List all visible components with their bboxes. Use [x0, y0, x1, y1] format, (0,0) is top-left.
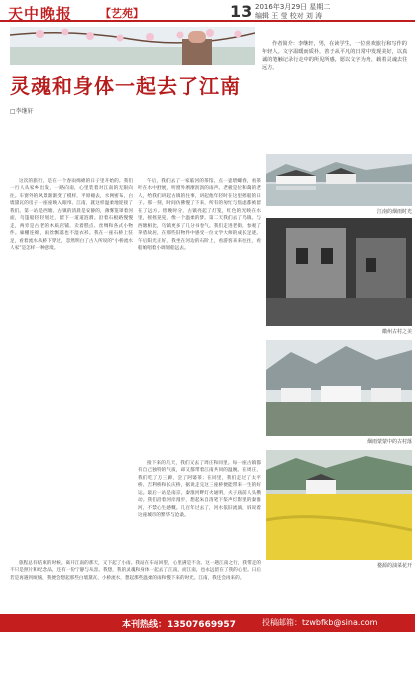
- page-number: 13: [230, 2, 253, 21]
- blossom-image: [10, 27, 255, 65]
- water-town-image: [266, 154, 412, 206]
- footer-email: 投稿邮箱：tzwbfkb@sina.com: [262, 618, 378, 627]
- photo-blossom: [10, 27, 255, 65]
- photo-caption-3: 徽州古村之美: [381, 329, 412, 335]
- paragraph: 接下来的几天，我们又去了周庄和同里。每一座古镇都有自己独特的气质，却又都带着江南共同的温婉。在周庄，我们吃了万三蹄，尝了阿婆茶；在同里，我们走过了太平桥、吉利桥和长庆桥，据说走完这三座桥便能带来一生的好运。最后一站是南京。秦淮河畔灯火通明，夫子庙前人头攒动。我们沿着河岸漫步，想起朱自清笔下桨声灯影里的秦淮河，不禁心生感慨。几百年过去了，河水依旧流淌，诉说着这座城市的繁华与沧桑。: [138, 461, 261, 519]
- photo-caption-5: 婺源的油菜花开: [376, 563, 412, 569]
- column-name: 【艺苑】: [100, 7, 144, 20]
- photo-caption-4: 烟雨蒙蒙中的古村落: [366, 439, 412, 445]
- byline: □李继轩: [10, 108, 34, 115]
- body-column-1: [10, 178, 133, 608]
- paragraph: 这次的旅行，是在一个春雨绵绵的日子里开始的。我们一行人从家乡出发，一路向南，心里装着对江南的无限向往。车窗外的风景渐渐变了模样，平原褪去，水网密布，白墙黛瓦的房子一座座映入眼帘。江南，就这样温柔地迎接了我们。第一站是西塘。古镇的清晨是安静的，薄雾笼罩着河面，乌篷船轻轻划过，留下一道道涟漪。沿着石板路慢慢走，两旁是古老的木质店铺，卖着糕点、丝绸和各式小物件。廊棚连绵，雨丝飘落也不湿衣衫。我在一座石桥上驻足，看着流水从桥下穿过，忽然明白了古人所说的“小桥流水人家”是怎样一种意境。: [10, 179, 133, 252]
- masthead: [0, 0, 415, 22]
- village-image: [266, 218, 412, 326]
- photo-caption-2: 江南的烟雨时光: [376, 209, 412, 215]
- misty-village-image: [266, 340, 412, 436]
- photo-village: [266, 218, 412, 326]
- footer-bar: [0, 614, 415, 632]
- photo-misty-village: [266, 340, 412, 436]
- editor-line: 编辑 王 莹 校对 刘 涛: [255, 12, 323, 20]
- author-intro: 作者简介：李继轩，男，在读学生，一位喜欢旅行和写作的年轻人。文字温暖而质朴，善于从平凡的日常中发现美好，以真诚的笔触记录行走中的所见所感，愿以文字为舟，载着灵魂去往远方。: [262, 41, 408, 72]
- rapeseed-image: [266, 450, 412, 560]
- newspaper-logo: 天中晚报: [8, 5, 73, 23]
- paragraph: 午后，我们去了一家临河的茶馆。点一壶碧螺春，看茶叶在水中舒展，听窗外淅淅沥沥的雨声。老板是位和蔼的老人，给我们讲起古镇的往事，讲起他年轻时在这里摇船的日子。那一刻，时间仿佛慢了下来，所有的匆忙与焦虑都被留在了远方。傍晚时分，古镇亮起了灯笼，红色的光映在水里，摇摇晃晃，像一个温柔的梦。第二天我们去了乌镇。与西塘相比，乌镇更多了几分书卷气。我们走进老街，参观了茅盾故居，在那些旧物件中感受一位文学大师的成长足迹。午后阳光正好，我坐在河边的石阶上，看游客来来往往，看船娘唱着小调划船远去。: [138, 179, 261, 252]
- date-line: 2016年3月29日 星期二: [255, 3, 331, 11]
- body-column-closing: [10, 560, 261, 608]
- headline: 灵魂和身体一起去了江南: [10, 74, 241, 98]
- paragraph: 旅程总有结束的时候。离开江南的那天，又下起了小雨。我站在车站回望，心里满是不舍。这一趟江南之行，我带走的不只是照片和纪念品，还有一份宁静与从容。我想，我的灵魂和身体一起去了江南，而江南，也永远留在了我的心里。日后若是再遇到烦恼，我便会想起那些白墙黛瓦、小桥流水，想起那些温柔的雨和慢下来的时光。江南，我还会再来的。: [10, 561, 261, 581]
- footer-hotline: 本刊热线：13507669957: [122, 620, 236, 630]
- photo-water-town: [266, 154, 412, 206]
- edition-info: [255, 3, 415, 21]
- photo-rapeseed: [266, 450, 412, 560]
